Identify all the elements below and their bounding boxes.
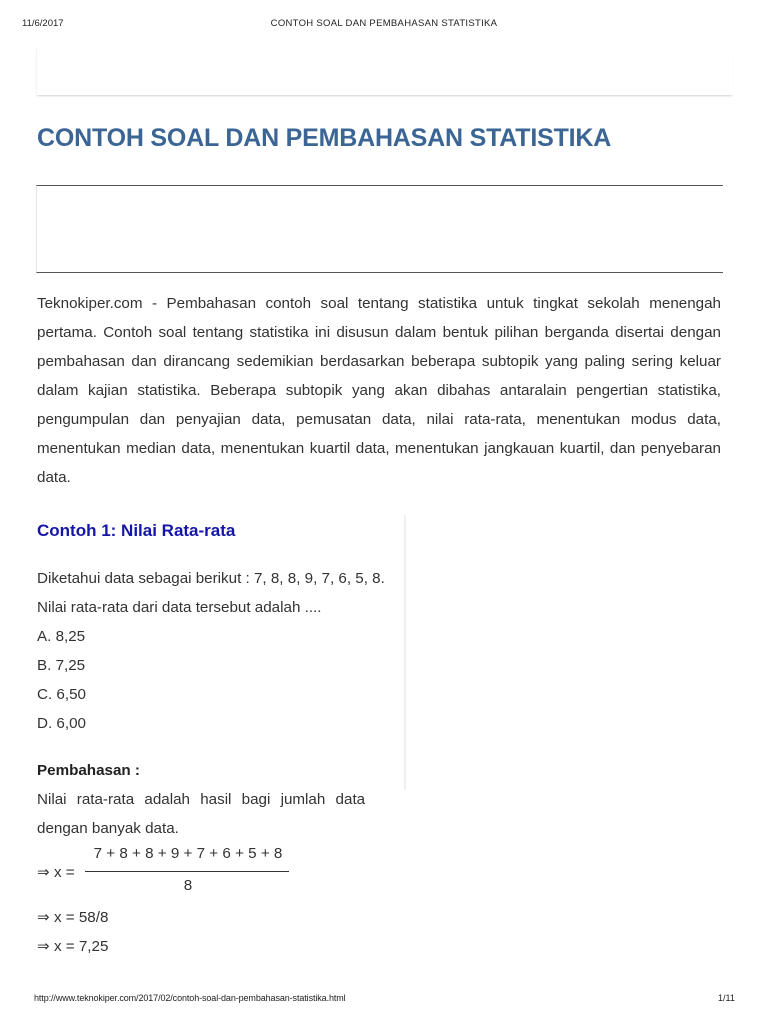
question-text: Diketahui data sebagai berikut : 7, 8, 8, 9, 7, 6, 5, 8. Nilai rata-rata dari data tersebut adalah .... — [37, 570, 385, 616]
print-date: 11/6/2017 — [22, 18, 64, 29]
page-number: 1/11 — [718, 993, 735, 1003]
option-b: B. 7,25 — [37, 657, 86, 674]
print-page-title: CONTOH SOAL DAN PEMBAHASAN STATISTIKA — [270, 18, 498, 29]
answer-options — [37, 622, 392, 738]
formula-numerator: 7 + 8 + 8 + 9 + 7 + 6 + 5 + 8 — [93, 845, 283, 862]
formula-lhs: ⇒ x = — [37, 864, 75, 881]
discussion-label: Pembahasan : — [37, 762, 140, 779]
fraction-bar — [85, 871, 289, 872]
column-divider — [404, 515, 406, 790]
example-title: Contoh 1: Nilai Rata-rata — [37, 521, 236, 540]
print-header — [0, 18, 768, 32]
solution-step-1: ⇒ x = 58/8 — [37, 909, 109, 926]
discussion-text-cont: dengan banyak data. — [37, 820, 179, 837]
example-1-section — [37, 512, 392, 961]
page-url: http://www.teknokiper.com/2017/02/contoh-soal-dan-pembahasan-statistika.html — [34, 993, 346, 1003]
site-navigation-bar — [36, 47, 733, 95]
mean-formula — [37, 845, 392, 903]
solution-step-2: ⇒ x = 7,25 — [37, 938, 109, 955]
article-title: CONTOH SOAL DAN PEMBAHASAN STATISTIKA — [37, 124, 612, 152]
option-a: A. 8,25 — [37, 628, 86, 645]
article-intro: Teknokiper.com - Pembahasan contoh soal tentang statistika untuk tingkat sekolah menengah pertama. Contoh soal tentang statistika ini disusun dalam bentuk pilihan berganda disertai dengan pembahasan dan dirancang sedemikian berdasarkan beberapa subtopik yang paling sering keluar dalam kajian statistika. Beberapa subtopik yang akan dibahas antaralain pengertian statistika, pengumpulan dan penyajian data, pemusatan data, nilai rata-rata, menentukan modus data, menentukan median data, menentukan kuartil data, menentukan jangkauan kuartil, dan penyebaran data. — [37, 295, 721, 486]
option-d: D. 6,00 — [37, 715, 86, 732]
ad-placeholder — [36, 185, 723, 273]
discussion-text: Nilai rata-rata adalah hasil bagi jumlah data — [37, 791, 366, 808]
formula-denominator: 8 — [183, 877, 193, 894]
option-c: C. 6,50 — [37, 686, 86, 703]
